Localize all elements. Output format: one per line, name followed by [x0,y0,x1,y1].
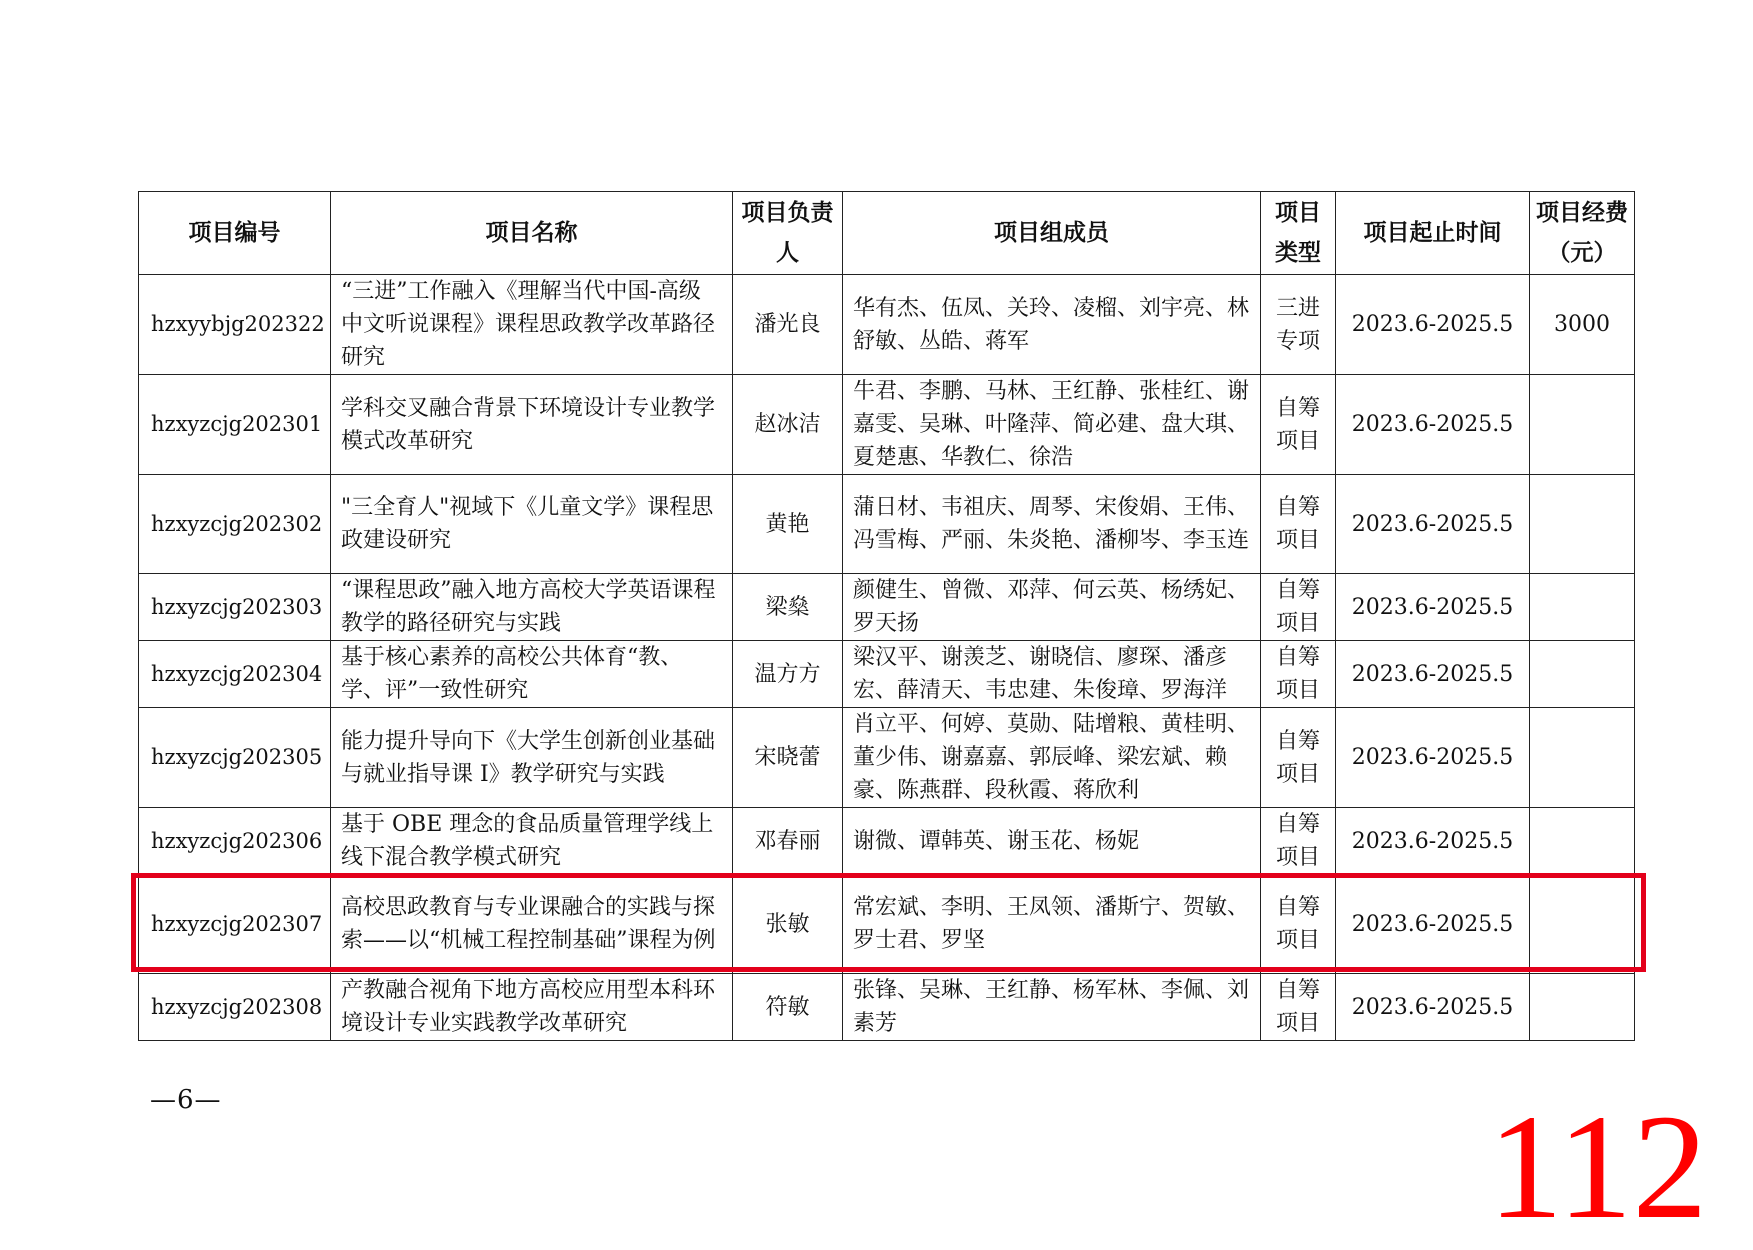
projects-table [138,191,1635,1041]
cell-code: hzxyzcjg202307 [139,875,331,974]
cell-code: hzxyzcjg202308 [139,974,331,1041]
cell-code: hzxyzcjg202305 [139,708,331,808]
cell-type: 自筹项目 [1261,641,1336,708]
cell-period: 2023.6-2025.5 [1336,574,1530,641]
cell-type: 自筹项目 [1261,574,1336,641]
cell-period: 2023.6-2025.5 [1336,275,1530,375]
cell-members: 常宏斌、李明、王凤领、潘斯宁、贺敏、罗士君、罗坚 [843,875,1261,974]
red-stamp-number: 112 [1488,1084,1708,1250]
header-name: 项目名称 [331,192,733,275]
cell-leader: 宋晓蕾 [733,708,843,808]
cell-code: hzxyzcjg202304 [139,641,331,708]
cell-name: 学科交叉融合背景下环境设计专业教学模式改革研究 [331,375,733,475]
cell-fund [1530,574,1635,641]
cell-members: 梁汉平、谢羡芝、谢晓信、廖琛、潘彦宏、薛清天、韦忠建、朱俊璋、罗海洋 [843,641,1261,708]
cell-fund [1530,808,1635,875]
cell-leader: 赵冰洁 [733,375,843,475]
cell-fund [1530,641,1635,708]
cell-fund [1530,974,1635,1041]
cell-period: 2023.6-2025.5 [1336,875,1530,974]
cell-members: 颜健生、曾微、邓萍、何云英、杨绣妃、罗天扬 [843,574,1261,641]
table-row [139,375,1635,475]
cell-fund [1530,475,1635,574]
table-row [139,974,1635,1041]
cell-name: “课程思政”融入地方高校大学英语课程教学的路径研究与实践 [331,574,733,641]
cell-name: "三全育人"视域下《儿童文学》课程思政建设研究 [331,475,733,574]
cell-type: 自筹项目 [1261,708,1336,808]
cell-code: hzxyybjg202322 [139,275,331,375]
cell-code: hzxyzcjg202302 [139,475,331,574]
header-code: 项目编号 [139,192,331,275]
cell-leader: 潘光良 [733,275,843,375]
cell-name: 能力提升导向下《大学生创新创业基础与就业指导课 I》教学研究与实践 [331,708,733,808]
table-row [139,275,1635,375]
cell-period: 2023.6-2025.5 [1336,808,1530,875]
cell-period: 2023.6-2025.5 [1336,974,1530,1041]
cell-name: 产教融合视角下地方高校应用型本科环境设计专业实践教学改革研究 [331,974,733,1041]
header-period: 项目起止时间 [1336,192,1530,275]
cell-fund [1530,375,1635,475]
cell-type: 自筹项目 [1261,875,1336,974]
cell-members: 蒲日材、韦祖庆、周琴、宋俊娟、王伟、冯雪梅、严丽、朱炎艳、潘柳岑、李玉连 [843,475,1261,574]
cell-fund [1530,708,1635,808]
cell-type: 自筹项目 [1261,375,1336,475]
cell-members: 华有杰、伍凤、关玲、凌榴、刘宇亮、林舒敏、丛皓、蒋军 [843,275,1261,375]
header-fund: 项目经费（元） [1530,192,1635,275]
cell-members: 肖立平、何婷、莫勋、陆增粮、黄桂明、董少伟、谢嘉嘉、郭辰峰、梁宏斌、赖豪、陈燕群、段秋霞、蒋欣利 [843,708,1261,808]
table-row [139,574,1635,641]
cell-members: 牛君、李鹏、马林、王红静、张桂红、谢嘉雯、吴琳、叶隆萍、简必建、盘大琪、夏楚惠、华教仁、徐浩 [843,375,1261,475]
cell-members: 张锋、吴琳、王红静、杨军林、李佩、刘素芳 [843,974,1261,1041]
table-row-highlighted [139,875,1635,974]
cell-type: 自筹项目 [1261,808,1336,875]
cell-leader: 符敏 [733,974,843,1041]
cell-period: 2023.6-2025.5 [1336,375,1530,475]
table-row [139,641,1635,708]
page-number: —6— [150,1085,222,1115]
cell-members: 谢微、谭韩英、谢玉花、杨妮 [843,808,1261,875]
cell-type: 自筹项目 [1261,475,1336,574]
cell-name: 基于 OBE 理念的食品质量管理学线上线下混合教学模式研究 [331,808,733,875]
cell-name: “三进”工作融入《理解当代中国-高级中文听说课程》课程思政教学改革路径研究 [331,275,733,375]
cell-code: hzxyzcjg202303 [139,574,331,641]
header-members: 项目组成员 [843,192,1261,275]
cell-leader: 黄艳 [733,475,843,574]
header-leader: 项目负责人 [733,192,843,275]
cell-leader: 梁燊 [733,574,843,641]
cell-leader: 邓春丽 [733,808,843,875]
cell-leader: 张敏 [733,875,843,974]
header-type: 项目类型 [1261,192,1336,275]
cell-period: 2023.6-2025.5 [1336,641,1530,708]
table-row [139,808,1635,875]
cell-name: 基于核心素养的高校公共体育“教、学、评”一致性研究 [331,641,733,708]
cell-fund: 3000 [1530,275,1635,375]
cell-name: 高校思政教育与专业课融合的实践与探索——以“机械工程控制基础”课程为例 [331,875,733,974]
cell-period: 2023.6-2025.5 [1336,708,1530,808]
table-header-row [139,192,1635,275]
cell-code: hzxyzcjg202301 [139,375,331,475]
cell-period: 2023.6-2025.5 [1336,475,1530,574]
cell-leader: 温方方 [733,641,843,708]
table-row [139,475,1635,574]
cell-fund [1530,875,1635,974]
table-row [139,708,1635,808]
cell-type: 自筹项目 [1261,974,1336,1041]
cell-code: hzxyzcjg202306 [139,808,331,875]
cell-type: 三进专项 [1261,275,1336,375]
